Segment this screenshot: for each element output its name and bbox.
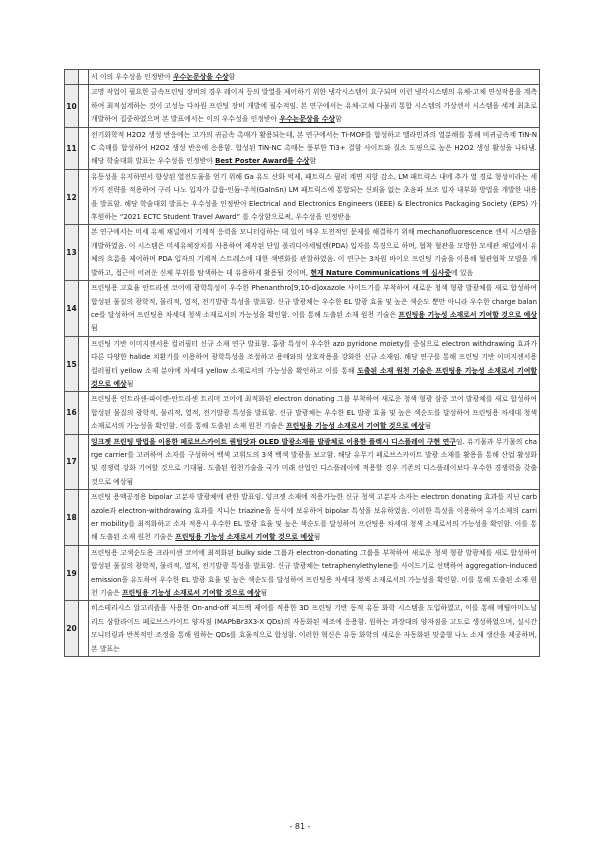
description-text: 본 연구에서는 미세 유체 채널에서 기계적 응력을 모니터링하는 데 있어 매우 도전적인 문제를 해결하기 위해 mechanofluorescence 센서 시스템을 개발하였음. 이 시스템은 미세유체장치를 사용하여 제작된 단일 폴리디아세틸렌(PDA) 입자를 특징으로 하며, 협착 혈관을 모방한 모세관 채널에서 유체의 흐름을 제어하며 PDA 입자의 기계적 스트레스에 대한 색변화를 관찰하였음. 이 연구는 3차원 바이오 프린팅 기술을 이용해 혈관협착 모델을 개발하고, 접근이 어려운 신체 부위를 탐색하는 데 유용하게 활용될 것이며,	[91, 228, 537, 277]
row-number: 20	[65, 601, 79, 657]
highlighted-result: 우수논문상을 수상	[172, 73, 229, 81]
spacer-cell	[79, 169, 89, 225]
row-description	[89, 127, 540, 169]
spacer-cell	[79, 70, 89, 85]
row-number: 11	[65, 127, 79, 169]
row-description	[89, 85, 540, 127]
spacer-cell	[79, 545, 89, 601]
description-text: 프린팅용 인트라센-파이렌-안트라센 트리머 코어에 최적화된 electron donating 그룹 부착하여 새로운 청색 형광 삼중 코어 발광체를 새로 합성하여 합성된 물질의 광학적, 물리적, 열적, 전기발광 특성을 발표함. 신규 발광체는 우수한 EL 발광 효율 및 높은 색순도를 달성하여 프린팅용 차세대 청색 소재로서의 가능성을 확인함. 이를 통해 도출된 소재 원천 기술은	[91, 395, 537, 431]
row-number: 10	[65, 85, 79, 127]
row-number: 17	[65, 434, 79, 490]
highlighted-result: 도출된 소재 원천 기술은 프린팅용 기능성 소재로서 기여할 것으로 예상	[91, 366, 538, 388]
description-tail: 됨	[260, 589, 268, 598]
table-row	[65, 545, 540, 601]
table-row	[65, 225, 540, 281]
spacer-cell	[79, 85, 89, 127]
row-description	[89, 392, 540, 434]
highlighted-result: 현재 Nature Communications 에 심사중	[310, 268, 452, 277]
table-row	[65, 434, 540, 490]
description-tail: 됨	[126, 379, 134, 388]
highlighted-result: 프린팅용 기능성 소재로서 기여할 것으로 예상	[175, 533, 314, 542]
description-tail: 함	[309, 157, 317, 166]
table-row	[65, 601, 540, 657]
row-description	[89, 169, 540, 225]
description-text: 고명 작업이 필요한 금속프린팅 장비의 경우 레이저 등의 발열을 제어하기 위한 냉각시스템이 요구되며 이런 냉각시스템의 유체-고체 연성작용을 계측하여 최적설계하는 것이 고성능 다차원 프린팅 장비 개발에 필수적임. 본 연구에서는 유체-고체 다물리 통합 시스템의 가상센서 시스템을 세계 최초로 개발하여 집중하였으며 본 발표에서는 이의 우수성을 인정받아	[91, 88, 537, 124]
table-row	[65, 70, 540, 85]
table-row	[65, 392, 540, 434]
highlighted-result: 프린팅용 기능성 소재로서 기여할 것으로 예상	[285, 422, 425, 431]
row-description	[89, 281, 540, 337]
description-text: 유동성을 유지하면서 향상된 열전도율을 얻기 위해 Ga 유도 산화 억제, 패트릭스 필러 계면 저항 감소, LM 패트릭스 내에 추가 열 경로 형성이라는 세 가지 전략을 적용하여 구리 나노 입자가 갈륨-인듐-주석(GaInSn) LM 패트릭스에 통합되는 신뢰울 없는 초음파 보조 입자 내부화 방법을 개발한 내용을 발표함. 해당 학술대회 발표는 우수성을 인정받아 Electrical and Electronics Engineers (IEEE) & Electronics Packaging Society (EPS) 가 후원하는 “2021 ECTC Student Travel Award” 를 수상함으로써, 우수성을 인정받음	[91, 172, 537, 222]
awards-table	[64, 69, 540, 657]
table-row	[65, 85, 540, 127]
description-text: 프린팅용 고색순도용 크라이센 코어에 최적화된 bulky side 그룹과 electron-donating 그룹을 부착하여 새로운 청색 형광 발광체를 새로 합성하여 합성된 물질의 광학적, 물리적, 열적, 전기발광 특성을 발표함. 신규 발광체는 tetraphenylethylene를 사이드기로 선택하여 aggregation-induced emission을 유도하여 우수한 EL 발광 효율 및 높은 색순도를 달성하여 프린팅용 차세대 청색 소재로서의 가능성을 확인함. 이를 통해 도출된 소재 원천 기술은	[91, 548, 537, 598]
row-description	[89, 225, 540, 281]
description-tail: 됨	[424, 422, 432, 431]
row-number: 12	[65, 169, 79, 225]
description-text: 프린팅 용액공정용 bipolar 고분자 발광체에 관한 발표임. 잉크젯 소재에 적용가능한 신규 청색 고분자 소자는 electron donating 효과를 지닌 carbazole과 electron-withdrawing 효과를 지니는 triazine을 동시에 보유하여 bipolar 특성을 보유하였음. 이러한 특성을 이용하여 유기소재의 carrier mobility를 최적화하고 소자 적용시 우수한 EL 발광 효율 및 높은 색순도를 달성하여 프린팅용 차세대 청색 소재로서의 가능성을 확인함. 이를 통해 도출된 소재 원천 기술은	[91, 493, 537, 542]
spacer-cell	[79, 127, 89, 169]
highlighted-result: Best Poster Award를 수상	[215, 157, 310, 166]
spacer-cell	[79, 601, 89, 657]
description-tail: 함	[335, 115, 342, 124]
row-number: 19	[65, 545, 79, 601]
table-row	[65, 127, 540, 169]
row-number: 18	[65, 490, 79, 546]
spacer-cell	[79, 225, 89, 281]
row-description	[89, 490, 540, 546]
spacer-cell	[79, 392, 89, 434]
row-description	[89, 70, 540, 85]
row-description	[89, 601, 540, 657]
highlighted-result: 프린팅용 기능성 소재로서 기여할 것으로 예상	[398, 310, 537, 319]
row-number: 16	[65, 392, 79, 434]
spacer-cell	[79, 434, 89, 490]
table-row	[65, 169, 540, 225]
description-tail: 됨	[313, 533, 321, 542]
page-number: - 81 -	[289, 822, 311, 831]
description-text: 프린팅용 고효율 안트라센 코어에 광학특성이 우수한 Phenanthro[9,10-d]oxazole 사이드기를 부착하여 새로운 청색 형광 발광체를 새로 합성하여 합성된 물질의 광학적, 물리적, 열적, 전기발광 특성을 발표함. 신규 발광체는 우수한 EL 발광 효율 및 높은 색순도 뿐만 아니라 우수한 charge balance를 달성하여 프린팅용 차세대 청색 소재로서의 가능성을 확인함. 이를 통해 도출된 소재 원천 기술은	[91, 284, 537, 319]
spacer-cell	[79, 490, 89, 546]
row-description	[89, 434, 540, 490]
description-tail: 함	[228, 73, 236, 81]
row-description	[89, 336, 540, 392]
row-description	[89, 545, 540, 601]
spacer-cell	[79, 336, 89, 392]
description-text: 서 이의 우수성을 인정받아	[91, 73, 173, 81]
row-number: 14	[65, 281, 79, 337]
description-text: 프린팅 기반 이미지센서용 컬러필터 신규 소재 연구 발표함. 흡광 특성이 우수한 azo pyridone moiety를 중심으로 electron withdrawing 효과가 다른 다양한 halide 치환기를 이용하여 광학특성을 조절하고 용매와의 상호작용을 강화한 신규 소재임. 해당 연구를 통해 프린팅 기반 이미지센서용 컬러필터 yellow 소재 분야에 차세대 yellow 소재로서의 가능성을 확인하고 이를 통해	[91, 339, 537, 375]
highlighted-result: 우수논문상을 수상	[279, 115, 336, 124]
description-text: 전기화학적 H2O2 생성 반응에는 고가의 귀금속 촉매가 활용되는데, 본 연구에서는 Ti-MOF를 합성하고 멜라민과의 열분해를 통해 비귀금속계 TiN-NC 촉매를 합성하여 H2O2 생성 반응에 응용함. 합성된 TiN-NC 촉매는 풍부한 Ti3+ 결함 사이트와 질소 도핑으로 높은 H2O2 생성 활성을 나타냄. 해당 학술대회 발표는 우수성을 인정받아	[91, 130, 537, 166]
table-row	[65, 490, 540, 546]
description-tail: 됨	[91, 324, 98, 333]
row-number	[65, 70, 79, 85]
spacer-cell	[79, 281, 89, 337]
table-row	[65, 281, 540, 337]
table-row	[65, 336, 540, 392]
highlighted-result: 잉크젯 프린팅 방법을 이용한 페로브스카이트 퀀텀닷과 OLED 발광소재를 발광체로 이용한 플렉시 디스플레이 구현 연구	[91, 437, 456, 446]
highlighted-result: 프린팅용 기능성 소재로서 기여할 것으로 예상	[122, 589, 261, 598]
description-tail: 에 있음	[451, 268, 474, 277]
row-number: 15	[65, 336, 79, 392]
description-tail: 임. 유기물과 무기물의 charge carrier를 고려하여 소자를 구성하여 백색 고휘도의 3색 백색 발광을 보고함. 해당 유무기 페로브스카이트 발광 소재를 활용을 통해 산업 활성화 및 경쟁력 강화 기여할 것으로 기대됨. 도출된 원천기술을 국가 미래 산업인 디스플레이에 적용할 경우 기존의 디스플레이보다 우수한 경쟁력을 갖출 것으로 예상됨	[91, 437, 537, 486]
description-text: 히스테리시스 알고리즘을 사용한 On-and-off 피드백 제어를 적용한 3D 프린팅 기반 동적 유동 화학 시스템을 도입하였고, 이를 통해 메틸아미노닐 리드 삼할라이드 페로브스카이트 양자점 (MAPbBr3X3-X QDs)의 자동화된 제조에 응용함. 원하는 과장대의 양자점을 고도로 생성하였으며, 실시간 모니터링과 반복적인 조정을 통해 원하는 QDs를 효율적으로 합성함. 이러한 혁신은 유동 화학의 새로운 자동화된 맞춤형 나노 소재 생산을 제공하며, 본 발표는	[91, 604, 537, 653]
row-number: 13	[65, 225, 79, 281]
